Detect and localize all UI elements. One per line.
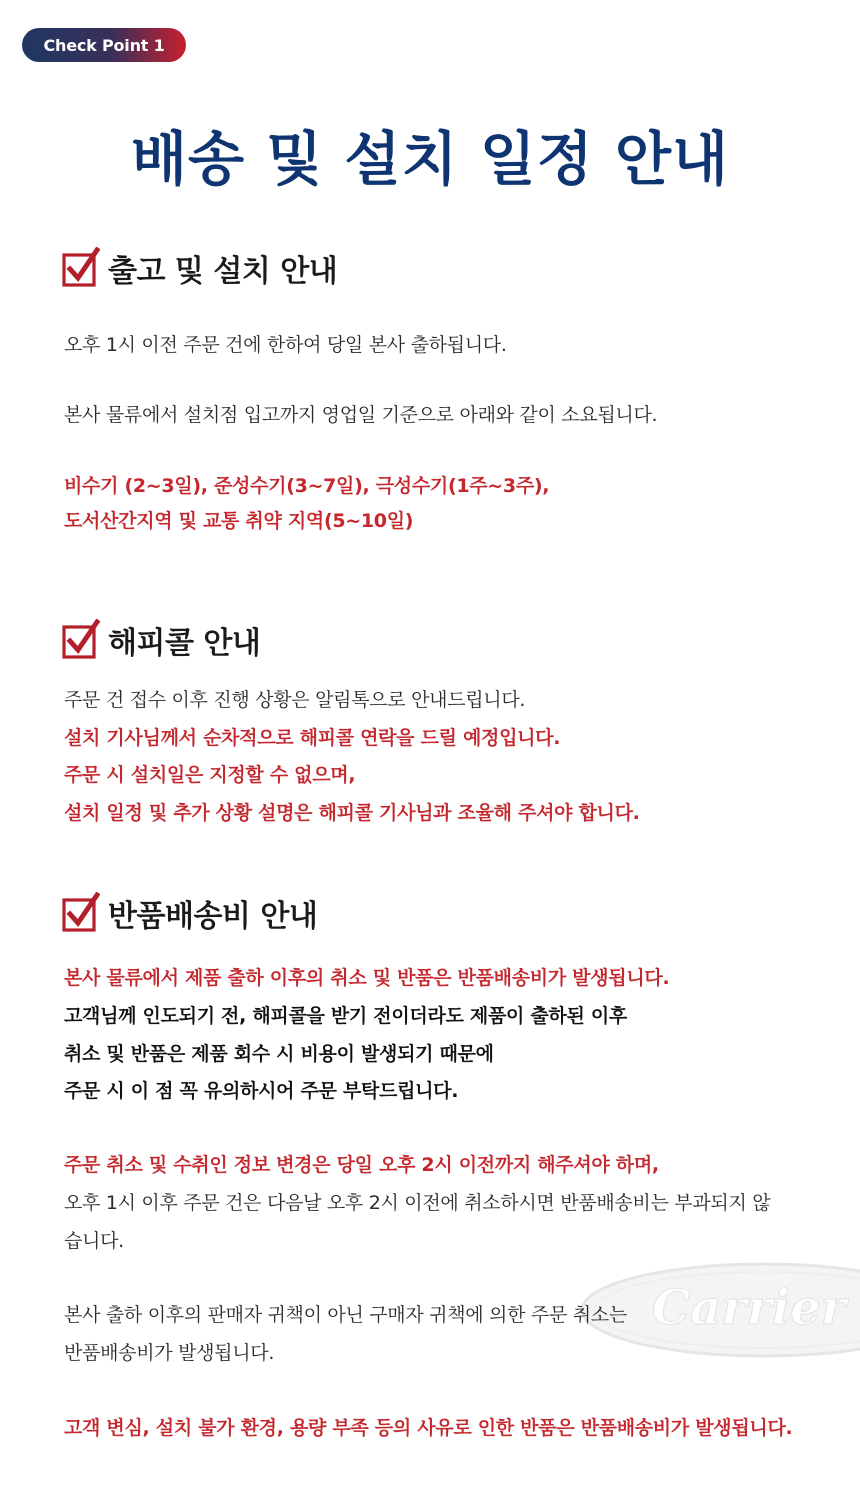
paragraph-line: 비수기 (2~3일), 준성수기(3~7일), 극성수기(1주~3주), — [64, 475, 550, 497]
paragraph-line: 주문 시 이 점 꼭 유의하시어 주문 부탁드립니다. — [64, 1080, 459, 1102]
paragraph-line: 반품배송비가 발생됩니다. — [64, 1342, 275, 1364]
paragraph-line: 설치 기사님께서 순차적으로 해피콜 연락을 드릴 예정입니다. — [64, 727, 561, 749]
paragraph-line: 도서산간지역 및 교통 취약 지역(5~10일) — [64, 510, 414, 532]
paragraph-line: 본사 물류에서 설치점 입고까지 영업일 기준으로 아래와 같이 소요됩니다. — [64, 404, 658, 426]
paragraph-line: 고객님께 인도되기 전, 해피콜을 받기 전이더라도 제품이 출하된 이후 — [64, 1005, 627, 1027]
section-title: 출고 및 설치 안내 — [108, 254, 338, 289]
paragraph-line: 습니다. — [64, 1230, 124, 1252]
checkbox-checked-icon — [62, 247, 100, 289]
checkbox-checked-icon — [62, 892, 100, 934]
section-title: 반품배송비 안내 — [108, 899, 318, 934]
checkbox-checked-icon — [62, 619, 100, 661]
check-point-badge: Check Point 1 — [22, 28, 186, 62]
paragraph-line: 주문 시 설치일은 지정할 수 없으며, — [64, 764, 356, 786]
paragraph-line: 본사 출하 이후의 판매자 귀책이 아닌 구매자 귀책에 의한 주문 취소는 — [64, 1304, 627, 1326]
section-happycall-header — [62, 618, 260, 662]
paragraph-line: 오후 1시 이후 주문 건은 다음날 오후 2시 이전에 취소하시면 반품배송비는 부과되지 않 — [64, 1192, 771, 1214]
paragraph-line: 오후 1시 이전 주문 건에 한하여 당일 본사 출하됩니다. — [64, 334, 507, 356]
paragraph-line: 주문 건 접수 이후 진행 상황은 알림톡으로 안내드립니다. — [64, 689, 526, 711]
paragraph-line: 고객 변심, 설치 불가 환경, 용량 부족 등의 사유로 인한 반품은 반품배송비가 발생됩니다. — [64, 1417, 793, 1439]
svg-text:Carrier: Carrier — [652, 1280, 846, 1336]
paragraph-line: 취소 및 반품은 제품 회수 시 비용이 발생되기 때문에 — [64, 1043, 494, 1065]
paragraph-line: 설치 일정 및 추가 상황 설명은 해피콜 기사님과 조율해 주셔야 합니다. — [64, 802, 640, 824]
paragraph-line: 주문 취소 및 수취인 정보 변경은 당일 오후 2시 이전까지 해주셔야 하며, — [64, 1154, 659, 1176]
page-title: 배송 및 설치 일정 안내 — [130, 125, 730, 193]
section-return-header — [62, 891, 317, 935]
paragraph-line: 본사 물류에서 제품 출하 이후의 취소 및 반품은 반품배송비가 발생됩니다. — [64, 967, 670, 989]
section-title: 해피콜 안내 — [108, 626, 261, 661]
section-shipping-header — [62, 246, 337, 290]
